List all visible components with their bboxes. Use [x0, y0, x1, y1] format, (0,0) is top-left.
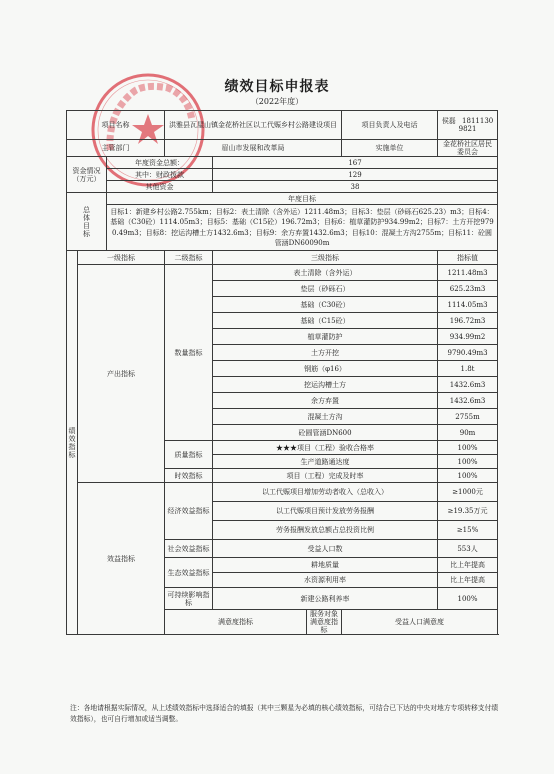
- time-item-value: 100%: [438, 469, 498, 483]
- eco-item-name: 耕地质量: [213, 558, 438, 573]
- form-year: （2022年度）: [250, 97, 304, 106]
- sustain-item-value: 100%: [438, 588, 498, 610]
- level1-header: 一级指标: [78, 251, 165, 265]
- annual-total-value: 167: [213, 157, 498, 169]
- social-benefit-label: 社会效益指标: [165, 540, 213, 558]
- economic-item-value: ≥1000元: [438, 483, 498, 502]
- quantity-indicator-label: 数量指标: [165, 265, 213, 441]
- quantity-item-name: 植草灌防护: [213, 329, 438, 345]
- value-header: 指标值: [438, 251, 498, 265]
- quantity-item-value: 9790.49m3: [438, 345, 498, 361]
- form-title: 绩效目标申报表: [224, 79, 330, 95]
- quantity-item-name: 混凝土方沟: [213, 409, 438, 425]
- supervisor-value: 眉山市发展和改革局: [165, 140, 342, 157]
- economic-item-name: 以工代赈项目增加劳动者收入（总收入）: [213, 483, 438, 502]
- social-item-name: 受益人口数: [213, 540, 438, 558]
- quantity-item-value: 1211.48m3: [438, 265, 498, 281]
- implementer-value: 金花桥社区居民委员会: [438, 140, 498, 157]
- contact-name: 侯磊: [441, 116, 456, 125]
- quantity-item-name: 钢筋（φ16）: [213, 361, 438, 377]
- satisfaction-sub-label: 服务对象满意度指标: [307, 610, 342, 635]
- annual-goal-text: 目标1：新建乡村公路2.755km；目标2：表土清除（含外运）1211.48m3；目标3：垫层（砂砾石625.23）m3；目标4：基础（C30砼）1114.05m3；目标5：基础（C15砼）196.72m3；目标6：植草灌防护934.99m2；目标7：土方开挖9790.49m3；目标8：挖运沟槽土方1432.6m3；目标9：余方弃置1432.6m3；目标10：混凝土方沟2755m；目标11：砼圆管涵DN60090m: [107, 205, 498, 251]
- eco-benefit-label: 生态效益指标: [165, 558, 213, 588]
- other-funds-label: 其他资金: [107, 181, 213, 193]
- quality-item-name: ★★★项目（工程）验收合格率: [213, 441, 438, 455]
- eco-item-value: 比上年提高: [438, 558, 498, 573]
- time-item-name: 项目（工程）完成及时率: [213, 469, 438, 483]
- quantity-item-value: 2755m: [438, 409, 498, 425]
- eco-item-value: 比上年提高: [438, 573, 498, 588]
- annual-goal-header: 年度目标: [107, 193, 498, 205]
- quantity-item-name: 基础（C15砼）: [213, 313, 438, 329]
- economic-benefit-label: 经济效益指标: [165, 483, 213, 540]
- level3-header: 三级指标: [213, 251, 438, 265]
- sustain-item-name: 新建公路利养率: [213, 588, 438, 610]
- social-item-value: 553人: [438, 540, 498, 558]
- time-indicator-label: 时效指标: [165, 469, 213, 483]
- other-funds-value: 38: [213, 181, 498, 193]
- benefit-indicator-label: 效益指标: [78, 483, 165, 635]
- quantity-item-value: 196.72m3: [438, 313, 498, 329]
- fiscal-label: 其中：财政拨款: [107, 169, 213, 181]
- supervisor-label: 主管部门: [67, 140, 165, 157]
- footnote: 注：各地请根据实际情况，从上述绩效指标中选择适合的填报（其中三颗星为必填的核心绩效指标，可结合已下达的中央对地方专项转移支付绩效指标），也可自行增加或适当调整。: [70, 704, 499, 723]
- quantity-item-name: 垫层（砂砾石）: [213, 281, 438, 297]
- quantity-item-name: 余方弃置: [213, 393, 438, 409]
- economic-item-value: ≥19.35万元: [438, 502, 498, 521]
- sustain-benefit-label: 可持续影响指标: [165, 588, 213, 610]
- annual-total-label: 年度资金总额：: [107, 157, 213, 169]
- performance-goal-table: [66, 110, 498, 635]
- economic-item-name: 以工代赈项目预计发放劳务报酬: [213, 502, 438, 521]
- satisfaction-indicator-label: 满意度指标: [165, 610, 307, 635]
- level2-header: 二级指标: [165, 251, 213, 265]
- quantity-item-value: 625.23m3: [438, 281, 498, 297]
- quality-item-name: 生产道路通达度: [213, 455, 438, 469]
- quality-indicator-label: 质量指标: [165, 441, 213, 469]
- economic-item-value: ≥15%: [438, 521, 498, 540]
- economic-item-name: 劳务报酬发放总额占总投资比例: [213, 521, 438, 540]
- funds-label: 资金情况（万元）: [67, 157, 107, 193]
- quantity-item-value: 934.99m2: [438, 329, 498, 345]
- quantity-item-value: 90m: [438, 425, 498, 441]
- quantity-item-value: 1432.6m3: [438, 377, 498, 393]
- project-contact-label: 项目负责人及电话: [342, 111, 438, 140]
- implementer-label: 实施单位: [342, 140, 438, 157]
- overall-goal-label: 总体目标: [67, 193, 107, 251]
- quantity-item-value: 1114.05m3: [438, 297, 498, 313]
- project-name-label: 项目名称: [67, 111, 165, 140]
- quality-item-value: 100%: [438, 455, 498, 469]
- quantity-item-name: 挖运沟槽土方: [213, 377, 438, 393]
- quality-item-value: 100%: [438, 441, 498, 455]
- project-contact-value: [438, 111, 498, 140]
- project-name-value: 洪雅县瓦屋山镇金花桥社区以工代赈乡村公路建设项目: [165, 111, 342, 140]
- quantity-item-name: 基础（C30砼）: [213, 297, 438, 313]
- contact-phone: 18111309821: [458, 116, 494, 133]
- eco-item-name: 水资源利用率: [213, 573, 438, 588]
- performance-indicator-label: 绩效指标: [67, 251, 78, 635]
- quantity-item-name: 砼圆管涵DN600: [213, 425, 438, 441]
- quantity-item-name: 表土清除（含外运）: [213, 265, 438, 281]
- quantity-item-value: 1432.6m3: [438, 393, 498, 409]
- satisfaction-item-name: 受益人口满意度: [342, 610, 498, 635]
- output-indicator-label: 产出指标: [78, 265, 165, 483]
- quantity-item-value: 1.8t: [438, 361, 498, 377]
- fiscal-value: 129: [213, 169, 498, 181]
- quantity-item-name: 土方开挖: [213, 345, 438, 361]
